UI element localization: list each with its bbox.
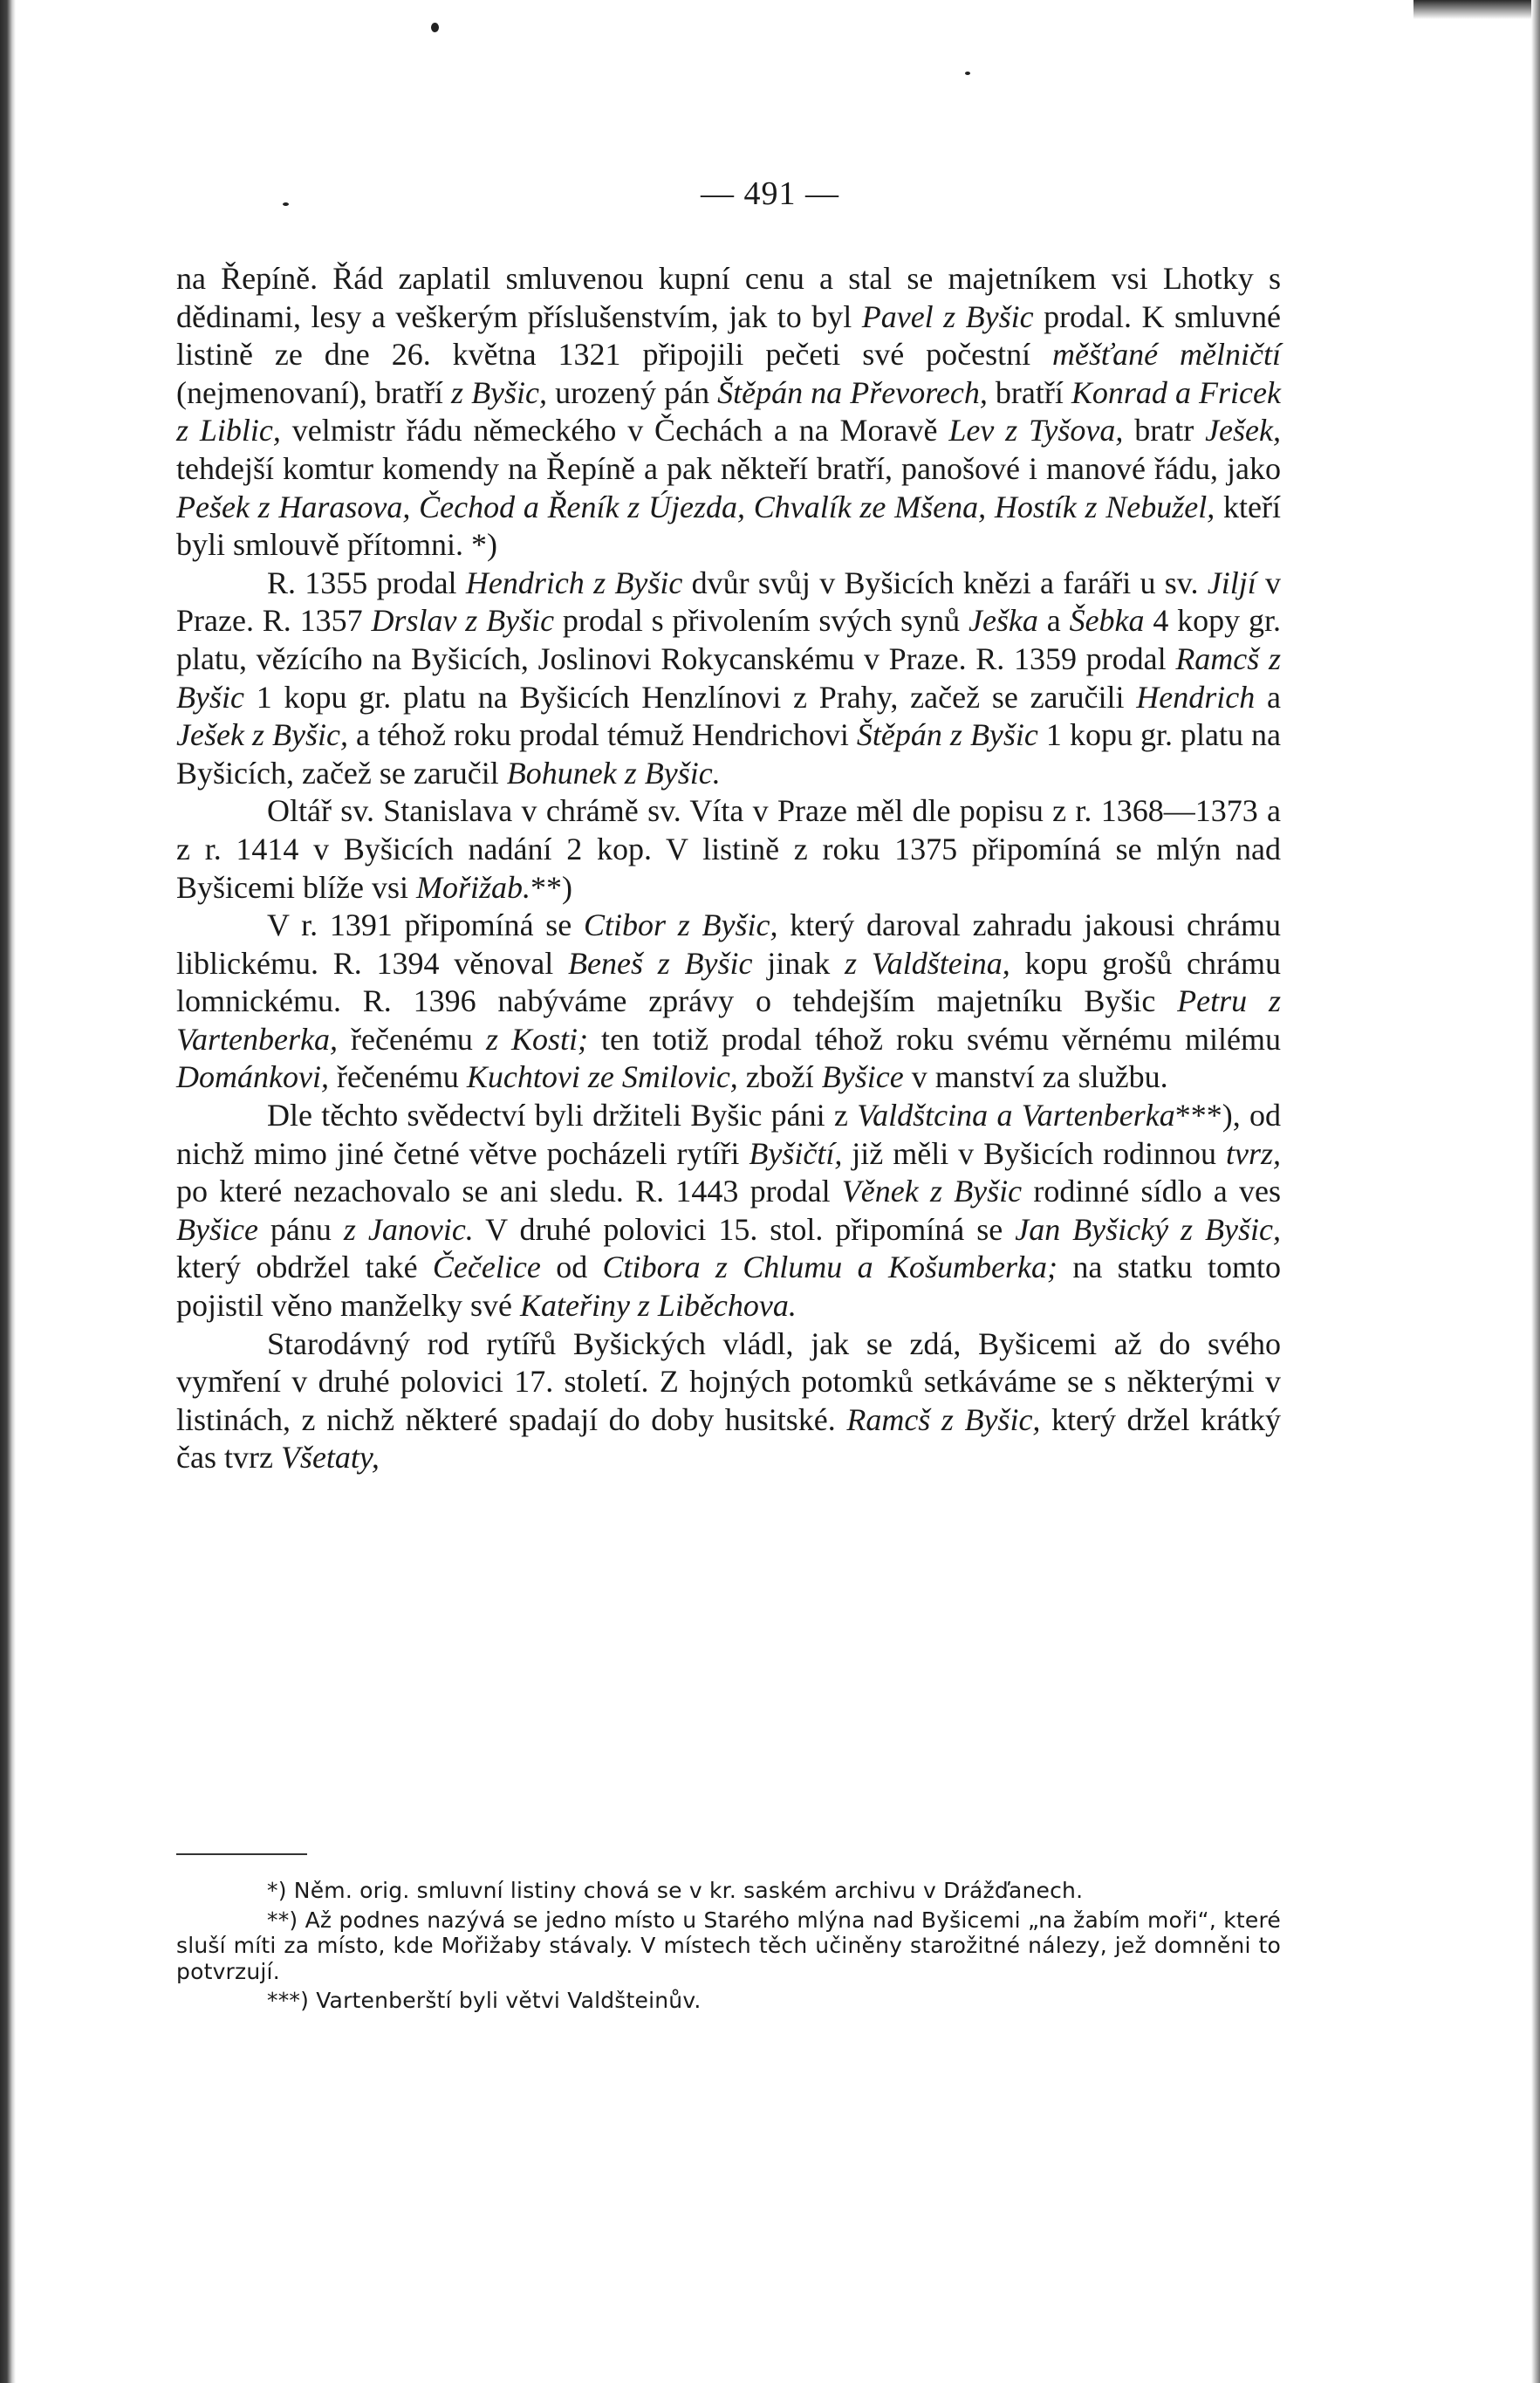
italic-name-run: Byšice <box>821 1059 904 1095</box>
italic-name-run: měšťané mělničtí <box>1052 337 1281 373</box>
text-run: prodal s přivolením svých synů <box>554 603 968 639</box>
text-run: V r. 1391 připomíná se <box>267 907 585 943</box>
italic-name-run: Pavel z Byšic <box>861 298 1034 334</box>
text-run: na statku tomto pojistil věno manželky své <box>176 1250 1281 1324</box>
italic-name-run: Drslav z Byšic <box>371 603 555 639</box>
italic-name-run: Hendrich z Byšic <box>465 565 683 600</box>
text-run: zboží <box>737 1059 822 1095</box>
paragraph <box>176 565 1281 793</box>
text-run: prodal. K smluvné listině ze dne 26. května 1321 připojili pečeti své počestní <box>176 298 1281 373</box>
footnote: ***) Vartenberští byli větvi Valdšteinův. <box>267 1988 702 2013</box>
ink-speck <box>431 23 439 32</box>
text-run: Dle těchto svědectví byli držiteli Byšic páni z <box>267 1098 858 1133</box>
italic-name-run: Jiljí <box>1207 565 1256 600</box>
italic-name-run: Čečelice <box>432 1250 541 1285</box>
page-number: — 491 — <box>701 175 839 212</box>
text-run: po které nezachovalo se ani sledu. R. 1443 prodal <box>176 1174 842 1209</box>
text-run: dvůr svůj v Byšicích knězi a faráři u sv. <box>682 565 1208 600</box>
italic-name-run: Štěpán na Převorech, <box>717 374 988 410</box>
italic-name-run: Šebka <box>1069 603 1145 639</box>
page-corner-shadow <box>1413 0 1540 19</box>
italic-name-run: Petru z Vartenberka, <box>176 983 1281 1057</box>
text-run: ***), od nichž mimo jiné četné větve pocházeli rytíři <box>176 1098 1282 1171</box>
page-right-edge <box>1531 0 1540 2383</box>
italic-name-run: Štěpán z Byšic <box>856 717 1038 753</box>
text-run: 4 kopy gr. platu, vězícího na Byšicích, Joslinovi Rokycanskému v Praze. R. 1359 prodal <box>176 603 1282 676</box>
italic-name-run: Byšičtí, <box>749 1135 843 1171</box>
italic-name-run: Věnek z Byšic <box>841 1174 1023 1209</box>
italic-name-run: Ramcš z Byšic <box>176 640 1281 715</box>
text-run: bratří <box>987 374 1071 410</box>
text-run: který držel krátký čas tvrz <box>176 1401 1282 1476</box>
italic-name-run: Ješek z Byšic, <box>176 717 348 753</box>
text-run: již měli v Byšicích rodinnou <box>842 1135 1226 1171</box>
text-run: jinak <box>752 945 845 981</box>
page-gutter-shadow <box>0 0 16 2383</box>
italic-name-run: z Janovic. <box>343 1211 474 1247</box>
paragraph <box>176 792 1281 907</box>
text-run: který daroval zahradu jakousi chrámu liblickému. R. 1394 věnoval <box>176 907 1282 981</box>
text-run: a téhož roku prodal témuž Hendrichovi <box>347 717 857 753</box>
text-run: řečenému <box>328 1059 467 1095</box>
italic-name-run: Ramcš z Byšic, <box>846 1401 1041 1437</box>
footnote: **) Až podnes nazývá se jedno místo u Starého mlýna nad Byšicemi „na žabím moři“, které sluší míti za místo, kde Mořižaby stávaly. V místech těch učiněny starožitné nálezy, jež domněni to potvrzují. <box>176 1907 1281 1984</box>
italic-name-run: Valdštcina a Vartenberka <box>857 1098 1175 1133</box>
ink-speck <box>965 72 970 75</box>
italic-name-run: Konrad a Fricek z Liblic, <box>176 374 1281 449</box>
footnotes <box>176 1878 1281 2014</box>
text-run: V druhé polovici 15. stol. připomíná se <box>473 1211 1016 1247</box>
italic-name-run: Ctibora z Chlumu a Košumberka; <box>602 1250 1057 1285</box>
text-run: Starodávný rod rytířů Byšických vládl, jak se zdá, Byšicemi až do svého vymření v druhé polovici 17. století. Z hojných potomků setkáváme se s některými v listinách, z nichž některé spadají do doby husitské. <box>176 1325 1281 1437</box>
text-run: 1 kopu gr. platu na Byšicích Henzlínovi z Prahy, začež se zaručili <box>243 679 1137 715</box>
italic-name-run: Bohunek z Byšic. <box>506 755 721 791</box>
text-run: tehdejší komtur komendy na Řepíně a pak někteří bratří, panošové i manové řádu, jako <box>176 450 1281 486</box>
body-text <box>176 260 1281 1477</box>
italic-name-run: z Valdšteina, <box>844 945 1010 981</box>
italic-name-run: Byšice <box>176 1211 258 1247</box>
paragraph <box>176 1325 1281 1477</box>
italic-name-run: Beneš z Byšic <box>568 945 753 981</box>
paragraph <box>176 1097 1281 1325</box>
italic-name-run: Všetaty, <box>280 1440 380 1476</box>
text-run: a <box>1255 679 1281 715</box>
italic-name-run: Kateřiny z Liběchova. <box>519 1288 797 1324</box>
footnote: *) Něm. orig. smluvní listiny chová se v kr. saském archivu v Drážďanech. <box>267 1878 1084 1903</box>
text-run: který obdržel také <box>176 1250 433 1285</box>
text-run: **) <box>530 869 572 905</box>
text-run: ten totiž prodal téhož roku svému věrnému milému <box>588 1021 1282 1057</box>
text-run: rodinné sídlo a ves <box>1022 1174 1281 1209</box>
italic-name-run: Ješka <box>968 603 1038 639</box>
italic-name-run: Pešek z Harasova, Čechod a Řeník z Újezda, Chvalík ze Mšena, Hostík z Nebužel, <box>176 489 1215 524</box>
text-run: 1 kopu gr. platu na Byšicích, začež se zaručil <box>176 717 1281 791</box>
text-run: (nejmenovaní), bratří <box>176 374 451 410</box>
text-run: kteří byli smlouvě přítomni. *) <box>176 489 1281 563</box>
italic-name-run: z Byšic, <box>451 374 548 410</box>
text-run: pánu <box>257 1211 344 1247</box>
italic-name-run: z Kosti; <box>485 1021 588 1057</box>
paragraph <box>176 260 1281 565</box>
text-run: na Řepíně. Řád zaplatil smluvenou kupní cenu a stal se majetníkem vsi Lhotky s dědinami, lesy a veškerým příslušenstvím, jak to byl <box>176 261 1281 334</box>
text-run: kopu grošů chrámu lomnickému. R. 1396 nabýváme zprávy o tehdejším majetníku Byšic <box>176 945 1282 1019</box>
footnote-separator <box>176 1853 307 1855</box>
text-run: od <box>540 1250 603 1285</box>
text-run: velmistr řádu německého v Čechách a na Moravě <box>280 413 949 449</box>
text-run: bratr <box>1123 413 1206 449</box>
italic-name-run: Lev z Tyšova, <box>948 413 1124 449</box>
text-run: Oltář sv. Stanislava v chrámě sv. Víta v Praze měl dle popisu z r. 1368—1373 a z r. 1414 v Byšicích nadání 2 kop. V listině z roku 1375 připomíná se mlýn nad Byšicemi blíže vsi <box>176 793 1281 905</box>
text-run: v Praze. R. 1357 <box>176 565 1282 639</box>
italic-name-run: Mořižab. <box>415 869 530 905</box>
italic-name-run: Kuchtovi ze Smilovic, <box>466 1059 738 1095</box>
italic-name-run: Dománkovi, <box>176 1059 329 1095</box>
text-run: R. 1355 prodal <box>267 565 466 600</box>
text-run: řečenému <box>337 1021 486 1057</box>
italic-name-run: Jan Byšický z Byšic, <box>1015 1211 1282 1247</box>
paragraph <box>176 907 1281 1097</box>
italic-name-run: Ctibor z Byšic, <box>584 907 778 943</box>
text-run: v manství za službu. <box>903 1059 1168 1095</box>
text-run: a <box>1037 603 1070 639</box>
italic-name-run: Hendrich <box>1136 679 1256 715</box>
text-run: urozený pán <box>547 374 718 410</box>
italic-name-run: tvrz, <box>1226 1135 1281 1171</box>
italic-name-run: Ješek, <box>1205 413 1281 449</box>
